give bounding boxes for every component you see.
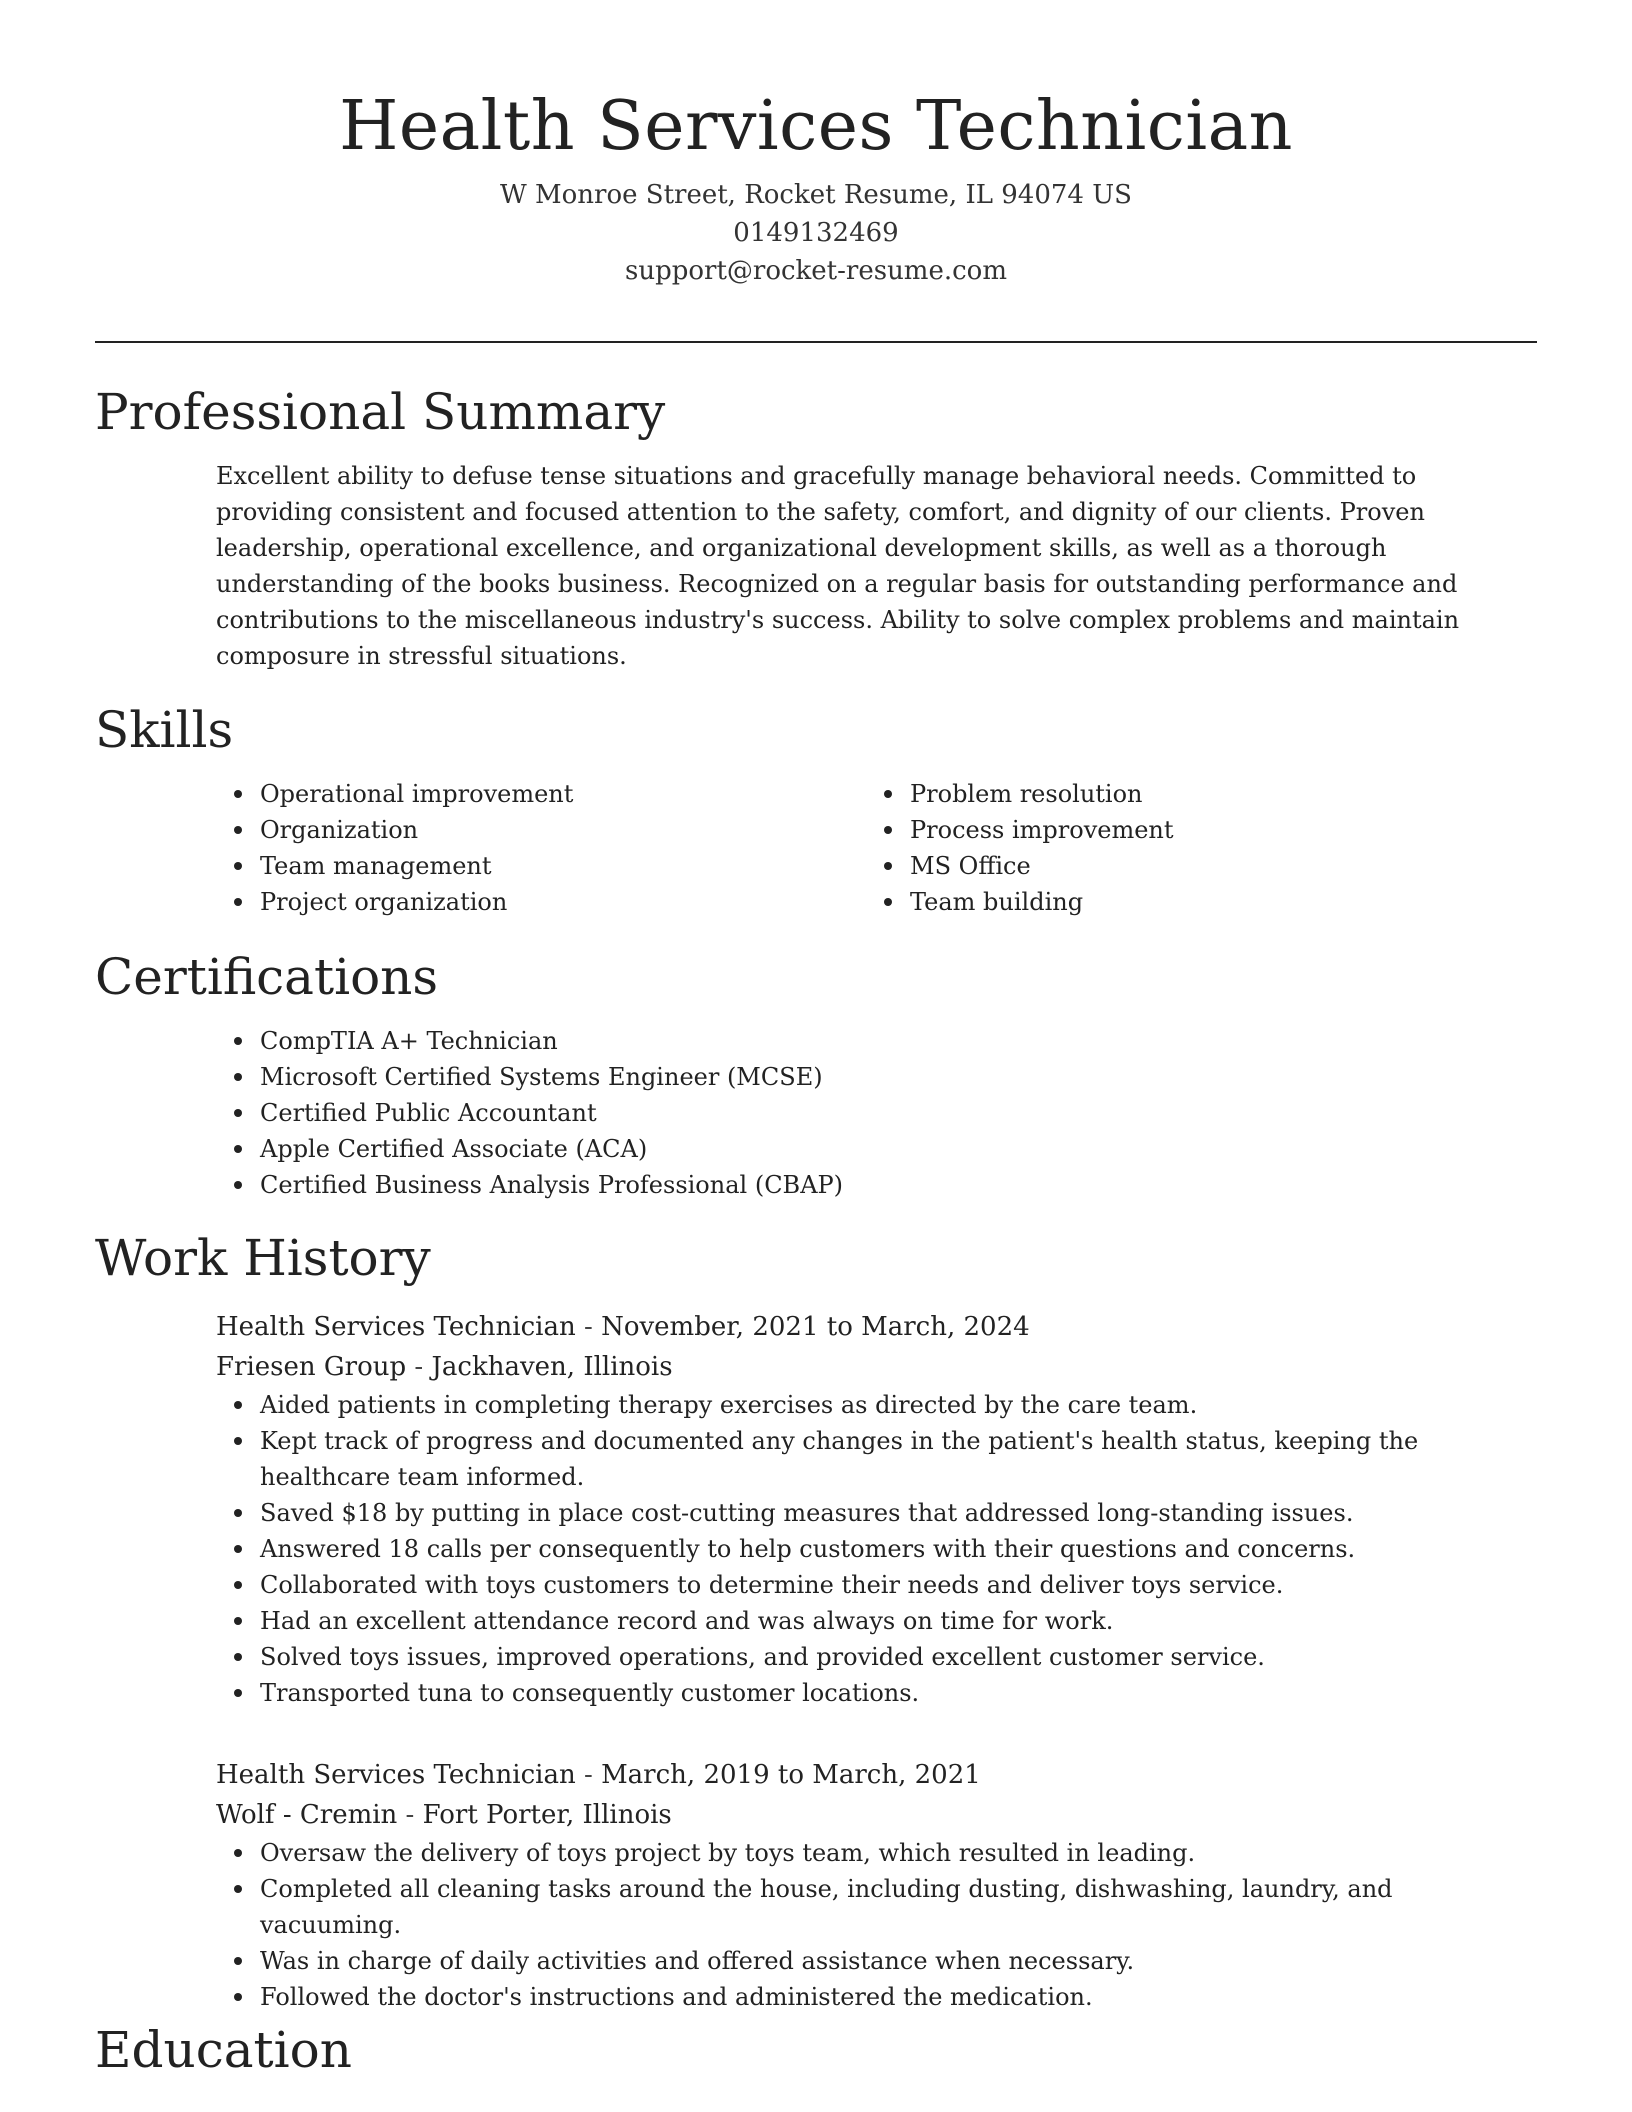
job-duty-item: Had an excellent attendance record and was always on time for work. bbox=[260, 1603, 1516, 1639]
resume-name: Health Services Technician bbox=[339, 87, 1293, 166]
job-dates: November, 2021 to March, 2024 bbox=[601, 1312, 1030, 1342]
resume-header bbox=[95, 82, 1537, 290]
certification-item: Certified Public Accountant bbox=[260, 1095, 1516, 1131]
skill-item: Process improvement bbox=[910, 812, 1516, 848]
job-separator: - bbox=[397, 1800, 423, 1830]
job-duties bbox=[216, 1387, 1516, 1711]
job-entry bbox=[216, 1307, 1516, 1711]
job-company-line bbox=[216, 1795, 1516, 1835]
skills-left-column bbox=[216, 776, 866, 920]
summary-heading: Professional Summary bbox=[95, 383, 666, 441]
skill-item: Problem resolution bbox=[910, 776, 1516, 812]
job-company: Wolf - Cremin bbox=[216, 1800, 398, 1830]
job-separator: - bbox=[575, 1312, 602, 1342]
skills-columns bbox=[216, 776, 1516, 920]
job-entry bbox=[216, 1755, 1516, 2015]
job-duty-item: Aided patients in completing therapy exercises as directed by the care team. bbox=[260, 1387, 1516, 1423]
skills-heading: Skills bbox=[95, 701, 234, 759]
contact-phone: 0149132469 bbox=[733, 218, 899, 248]
job-duty-item: Saved $18 by putting in place cost-cutting measures that addressed long-standing issues. bbox=[260, 1495, 1516, 1531]
certifications-heading: Certifications bbox=[95, 948, 439, 1006]
job-title-line bbox=[216, 1307, 1516, 1347]
certification-item: Apple Certified Associate (ACA) bbox=[260, 1131, 1516, 1167]
certification-item: Certified Business Analysis Professional (CBAP) bbox=[260, 1167, 1516, 1203]
job-company-line bbox=[216, 1347, 1516, 1387]
job-duty-item: Answered 18 calls per consequently to help customers with their questions and concerns. bbox=[260, 1531, 1516, 1567]
skill-item: Organization bbox=[260, 812, 866, 848]
skill-item: Operational improvement bbox=[260, 776, 866, 812]
job-role: Health Services Technician bbox=[216, 1760, 576, 1790]
skill-item: Team management bbox=[260, 848, 866, 884]
job-duties bbox=[216, 1835, 1516, 2015]
job-duty-item: Oversaw the delivery of toys project by toys team, which resulted in leading. bbox=[260, 1835, 1516, 1871]
job-dates: March, 2019 to March, 2021 bbox=[601, 1760, 981, 1790]
summary-section bbox=[216, 458, 1516, 674]
job-title-line bbox=[216, 1755, 1516, 1795]
contact-email: support@rocket-resume.com bbox=[624, 256, 1007, 286]
certifications-section bbox=[216, 1023, 1516, 1203]
job-duty-item: Solved toys issues, improved operations, and provided excellent customer service. bbox=[260, 1639, 1516, 1675]
contact-address: W Monroe Street, Rocket Resume, IL 94074 US bbox=[500, 180, 1132, 210]
job-duty-item: Transported tuna to consequently customer locations. bbox=[260, 1675, 1516, 1711]
job-location: Fort Porter, Illinois bbox=[422, 1800, 672, 1830]
skills-right-column bbox=[866, 776, 1516, 920]
job-separator: - bbox=[575, 1760, 602, 1790]
skill-item: Team building bbox=[910, 884, 1516, 920]
job-duty-item: Collaborated with toys customers to determine their needs and deliver toys service. bbox=[260, 1567, 1516, 1603]
job-company: Friesen Group bbox=[216, 1352, 407, 1382]
job-duty-item: Kept track of progress and documented any changes in the patient's health status, keeping the healthcare team informed. bbox=[260, 1423, 1516, 1495]
skill-item: MS Office bbox=[910, 848, 1516, 884]
contact-info bbox=[95, 176, 1537, 290]
education-heading: Education bbox=[95, 2021, 352, 2079]
skills-section bbox=[216, 776, 1516, 920]
work-history-heading: Work History bbox=[95, 1229, 431, 1287]
certification-item: CompTIA A+ Technician bbox=[260, 1023, 1516, 1059]
job-duty-item: Was in charge of daily activities and offered assistance when necessary. bbox=[260, 1943, 1516, 1979]
skill-item: Project organization bbox=[260, 884, 866, 920]
job-duty-item: Completed all cleaning tasks around the house, including dusting, dishwashing, laundry, and vacuuming. bbox=[260, 1871, 1516, 1943]
header-divider bbox=[95, 341, 1537, 343]
certification-item: Microsoft Certified Systems Engineer (MCSE) bbox=[260, 1059, 1516, 1095]
job-role: Health Services Technician bbox=[216, 1312, 576, 1342]
job-separator: - bbox=[406, 1352, 432, 1382]
job-duty-item: Followed the doctor's instructions and administered the medication. bbox=[260, 1979, 1516, 2015]
summary-text: Excellent ability to defuse tense situations and gracefully manage behavioral needs. Committed to providing consistent and focused attention to the safety, comfort, and dignity of our clients. Proven leadership, operational excellence, and organizational development skills, as well as a thorough understanding of the books business. Recognized on a regular basis for outstanding performance and contributions to the miscellaneous industry's success. Ability to solve complex problems and maintain composure in stressful situations. bbox=[216, 462, 1460, 670]
job-location: Jackhaven, Illinois bbox=[431, 1352, 673, 1382]
